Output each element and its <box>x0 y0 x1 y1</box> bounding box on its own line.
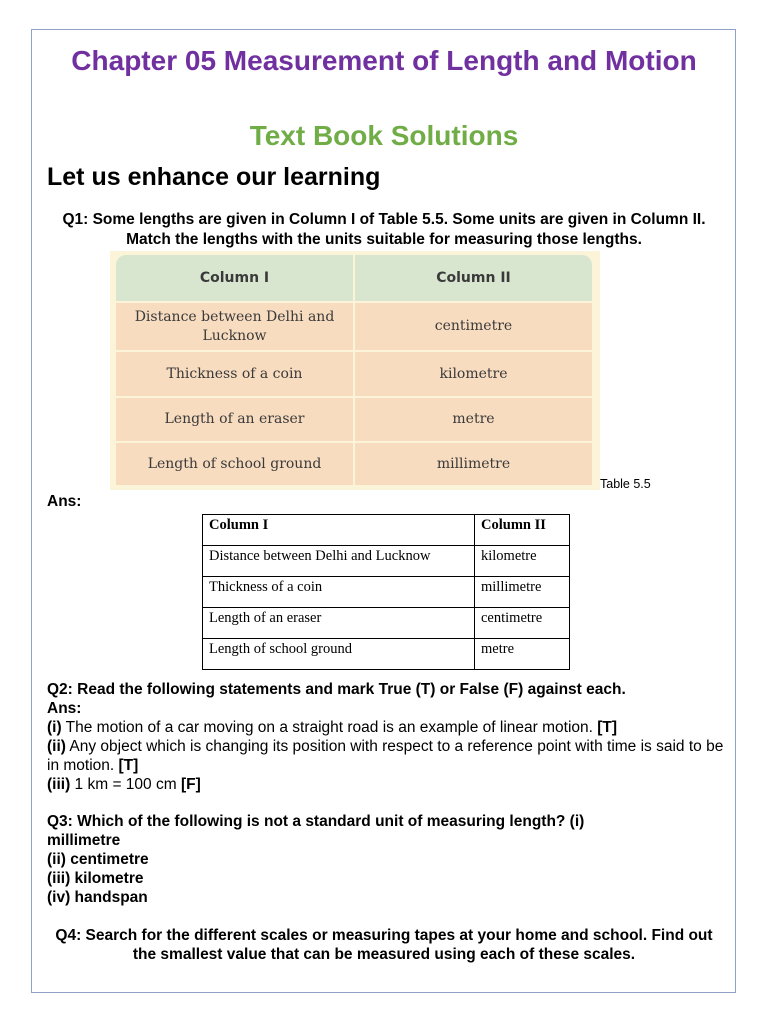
answer-cell: kilometre <box>475 546 570 577</box>
question-3-block <box>47 812 727 907</box>
statement-mark: [F] <box>180 776 201 793</box>
answer-cell: millimetre <box>475 577 570 608</box>
textbook-cell: centimetre <box>355 303 592 350</box>
answer-label: Ans: <box>47 700 82 717</box>
answer-header-column-1: Column I <box>203 515 475 546</box>
answer-cell: Thickness of a coin <box>203 577 475 608</box>
statement-number: (i) <box>47 719 62 736</box>
answer-cell: Length of an eraser <box>203 608 475 639</box>
chapter-title: Chapter 05 Measurement of Length and Motion <box>71 45 697 76</box>
answer-table-row <box>203 639 570 670</box>
question-2: Q2: Read the following statements and mark True (T) or False (F) against each. <box>47 681 626 698</box>
answer-table <box>202 514 570 670</box>
statement-mark: [T] <box>118 757 139 774</box>
textbook-cell: Thickness of a coin <box>116 352 353 396</box>
textbook-table-5-5 <box>110 251 600 490</box>
textbook-cell: Length of an eraser <box>116 398 353 441</box>
textbook-cell: kilometre <box>355 352 592 396</box>
textbook-cell: millimetre <box>355 443 592 485</box>
textbook-header-column-2: Column II <box>355 255 592 301</box>
statement-item <box>47 737 727 775</box>
option-item: (iv) handspan <box>47 889 148 906</box>
question-1: Q1: Some lengths are given in Column I of Table 5.5. Some units are given in Column II. Match the lengths with the units suitable for measuring those lengths. <box>62 211 706 248</box>
textbook-table-row <box>116 352 594 396</box>
question-4: Q4: Search for the different scales or measuring tapes at your home and school. Find out the smallest value that can be measured using each of these scales. <box>55 927 713 963</box>
textbook-header-column-1: Column I <box>116 255 353 301</box>
option-item: millimetre <box>47 832 121 849</box>
textbook-table-header-row <box>116 255 594 301</box>
answer-table-row <box>203 608 570 639</box>
answer-cell: centimetre <box>475 608 570 639</box>
table-caption: Table 5.5 <box>600 477 651 491</box>
textbook-table-row <box>116 303 594 350</box>
section-heading: Let us enhance our learning <box>47 163 381 191</box>
option-item: (ii) centimetre <box>47 851 149 868</box>
textbook-cell: Distance between Delhi and Lucknow <box>116 303 353 350</box>
answer-table-row <box>203 577 570 608</box>
statement-text: Any object which is changing its position with respect to a reference point with time is said to be in motion. <box>47 738 724 774</box>
answer-header-column-2: Column II <box>475 515 570 546</box>
statement-text: The motion of a car moving on a straight road is an example of linear motion. <box>61 719 598 736</box>
answer-label: Ans: <box>47 493 82 510</box>
statement-mark: [T] <box>597 719 618 736</box>
question-2-block <box>47 680 727 794</box>
question-3: Q3: Which of the following is not a standard unit of measuring length? (i) <box>47 813 585 830</box>
answer-cell: Length of school ground <box>203 639 475 670</box>
option-item: (iii) kilometre <box>47 870 144 887</box>
textbook-cell: Length of school ground <box>116 443 353 485</box>
section-subtitle: Text Book Solutions <box>249 120 519 151</box>
textbook-table-row <box>116 398 594 441</box>
textbook-cell: metre <box>355 398 592 441</box>
statement-item <box>47 775 727 794</box>
statement-number: (ii) <box>47 738 66 755</box>
statement-item <box>47 718 727 737</box>
answer-cell: Distance between Delhi and Lucknow <box>203 546 475 577</box>
answer-cell: metre <box>475 639 570 670</box>
answer-table-header-row <box>203 515 570 546</box>
textbook-table-row <box>116 443 594 485</box>
statement-number: (iii) <box>47 776 71 793</box>
statement-text: 1 km = 100 cm <box>70 776 181 793</box>
answer-table-row <box>203 546 570 577</box>
